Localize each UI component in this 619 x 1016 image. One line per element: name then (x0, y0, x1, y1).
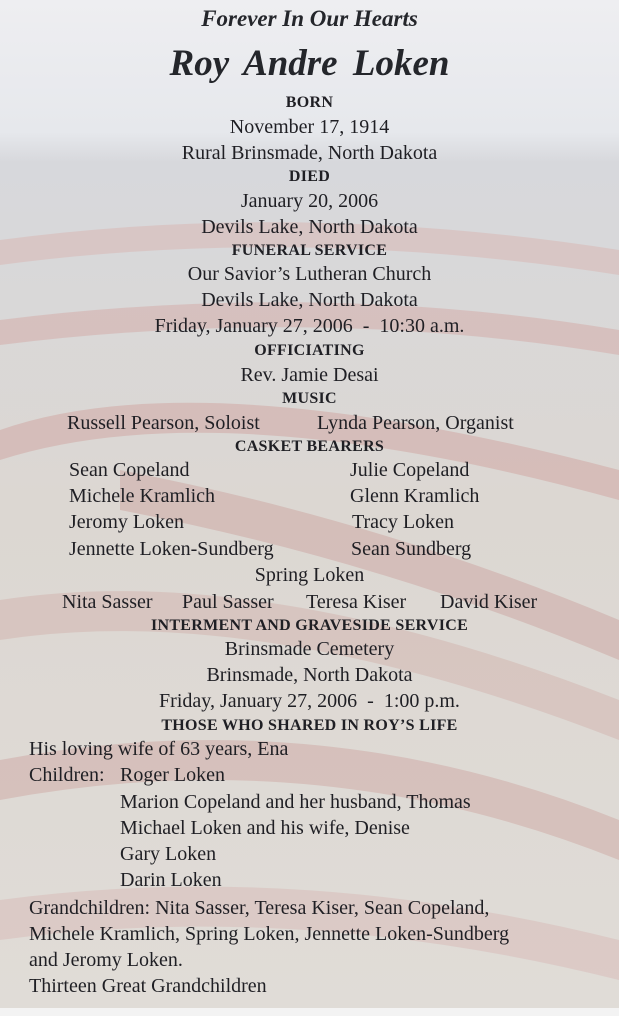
great-grandchildren-line: Thirteen Great Grandchildren (29, 975, 267, 997)
music-label: MUSIC (282, 390, 337, 407)
officiant-name: Rev. Jamie Desai (240, 364, 379, 386)
child-name: Michael Loken and his wife, Denise (120, 817, 410, 839)
born-label: BORN (285, 94, 334, 111)
bearer-left: Jennette Loken-Sundberg (69, 538, 274, 560)
died-label: DIED (288, 168, 331, 185)
bearer-right: Glenn Kramlich (350, 485, 480, 507)
bearer-row-item: David Kiser (440, 591, 538, 613)
casket-bearers-label: CASKET BEARERS (234, 438, 385, 455)
interment-datetime: Friday, January 27, 2006 - 1:00 p.m. (159, 690, 460, 712)
child-name: Gary Loken (120, 843, 217, 865)
child-name: Marion Copeland and her husband, Thomas (120, 791, 471, 813)
interment-place: Brinsmade, North Dakota (206, 664, 413, 686)
interment-label: INTERMENT AND GRAVESIDE SERVICE (150, 617, 469, 634)
interment-cemetery: Brinsmade Cemetery (224, 638, 395, 660)
children-label: Children: (29, 764, 105, 786)
bearer-right: Tracy Loken (352, 511, 455, 533)
bearer-row-item: Nita Sasser (62, 591, 153, 613)
grandchildren-line: and Jeromy Loken. (29, 949, 183, 971)
funeral-church: Our Savior’s Lutheran Church (187, 263, 432, 285)
bearer-center: Spring Loken (254, 564, 365, 586)
bearer-row-item: Paul Sasser (182, 591, 274, 613)
born-place: Rural Brinsmade, North Dakota (181, 142, 438, 164)
wife-line: His loving wife of 63 years, Ena (29, 738, 289, 760)
funeral-datetime: Friday, January 27, 2006 - 10:30 a.m. (154, 315, 465, 337)
deceased-name: Roy Andre Loken (169, 43, 450, 84)
died-place: Devils Lake, North Dakota (201, 216, 418, 238)
grandchildren-line: Michele Kramlich, Spring Loken, Jennette Loken-Sundberg (29, 923, 510, 945)
bearer-right: Julie Copeland (350, 459, 470, 481)
child-name: Roger Loken (120, 764, 225, 786)
grandchildren-line: Grandchildren: Nita Sasser, Teresa Kiser, Sean Copeland, (29, 897, 490, 919)
bearer-right: Sean Sundberg (351, 538, 472, 560)
funeral-place: Devils Lake, North Dakota (201, 289, 418, 311)
bearer-left: Jeromy Loken (69, 511, 184, 533)
card-tagline: Forever In Our Hearts (201, 6, 418, 31)
family-label: THOSE WHO SHARED IN ROY’S LIFE (161, 717, 458, 734)
died-date: January 20, 2006 (240, 190, 379, 212)
born-date: November 17, 1914 (229, 116, 390, 138)
music-organist: Lynda Pearson, Organist (317, 412, 514, 434)
officiating-label: OFFICIATING (254, 342, 365, 359)
bearer-left: Michele Kramlich (69, 485, 216, 507)
funeral-label: FUNERAL SERVICE (231, 242, 388, 259)
child-name: Darin Loken (120, 869, 222, 891)
music-soloist: Russell Pearson, Soloist (67, 412, 260, 434)
bearer-left: Sean Copeland (69, 459, 190, 481)
bearer-row-item: Teresa Kiser (306, 591, 407, 613)
